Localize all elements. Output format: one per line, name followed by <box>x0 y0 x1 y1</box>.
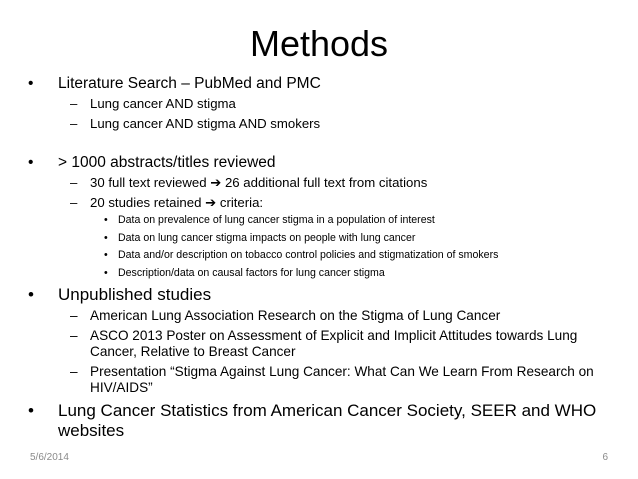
dot-marker: • <box>104 231 108 244</box>
bullet-marker: • <box>28 285 34 304</box>
sub-item-text: Lung cancer AND stigma AND smokers <box>90 116 321 131</box>
sub-item-text: Lung cancer AND stigma <box>90 96 236 111</box>
bullet-literature-search <box>28 74 618 93</box>
bullet-marker: • <box>28 154 34 171</box>
bullet-text: Lung Cancer Statistics from American Cancer Society, SEER and WHO websites <box>58 401 597 440</box>
sub-item-text: ASCO 2013 Poster on Assessment of Explicit and Implicit Attitudes towards Lung Cancer, Relative to Breast Cancer <box>90 328 578 359</box>
sub-item <box>28 194 618 212</box>
dash-marker: – <box>70 195 78 210</box>
dash-marker: – <box>70 175 78 190</box>
sub-item <box>28 308 618 324</box>
slide-content <box>28 74 618 441</box>
sub-item-text-after: criteria: <box>219 195 264 210</box>
criteria-text: Description/data on causal factors for lung cancer stigma <box>118 266 385 279</box>
dash-marker: – <box>70 364 78 379</box>
sub-item <box>28 364 618 396</box>
footer-date: 5/6/2014 <box>30 452 69 463</box>
sub-item-text: American Lung Association Research on the Stigma of Lung Cancer <box>90 308 501 323</box>
dash-marker: – <box>70 328 78 343</box>
sub-item <box>28 95 618 113</box>
slide-title: Methods <box>249 23 389 64</box>
bullet-text: Unpublished studies <box>58 285 212 304</box>
dash-marker: – <box>70 96 78 111</box>
criteria-item <box>28 213 618 229</box>
bullet-abstracts-reviewed <box>28 153 618 172</box>
right-arrow-icon: ➔ <box>205 195 217 210</box>
bullet-text: > 1000 abstracts/titles reviewed <box>58 154 276 171</box>
criteria-item <box>28 231 618 247</box>
sub-item-text-before: 20 studies retained <box>90 195 202 210</box>
bullet-text: Literature Search – PubMed and PMC <box>58 75 321 92</box>
criteria-text: Data on prevalence of lung cancer stigma in a population of interest <box>118 214 435 226</box>
bullet-marker: • <box>28 75 34 92</box>
bullet-unpublished-studies <box>28 285 618 305</box>
sub-item-text: Presentation “Stigma Against Lung Cancer: What Can We Learn From Research on HIV/AIDS” <box>90 364 594 395</box>
criteria-item <box>28 248 618 264</box>
sub-item-text-before: 30 full text reviewed <box>90 175 207 190</box>
criteria-text: Data on lung cancer stigma impacts on people with lung cancer <box>118 231 416 244</box>
bullet-marker: • <box>28 401 34 420</box>
sub-item <box>28 115 618 133</box>
right-arrow-icon: ➔ <box>210 175 222 190</box>
criteria-text: Data and/or description on tobacco control policies and stigmatization of smokers <box>118 249 499 261</box>
dot-marker: • <box>104 214 108 226</box>
dot-marker: • <box>104 249 108 261</box>
sub-item-text-after: 26 additional full text from citations <box>224 175 428 190</box>
dash-marker: – <box>70 116 78 131</box>
sub-item <box>28 174 618 192</box>
dash-marker: – <box>70 308 78 323</box>
criteria-item <box>28 266 618 282</box>
page-number: 6 <box>602 452 608 463</box>
dot-marker: • <box>104 266 108 279</box>
sub-item <box>28 328 618 360</box>
bullet-lung-cancer-statistics <box>28 401 618 441</box>
